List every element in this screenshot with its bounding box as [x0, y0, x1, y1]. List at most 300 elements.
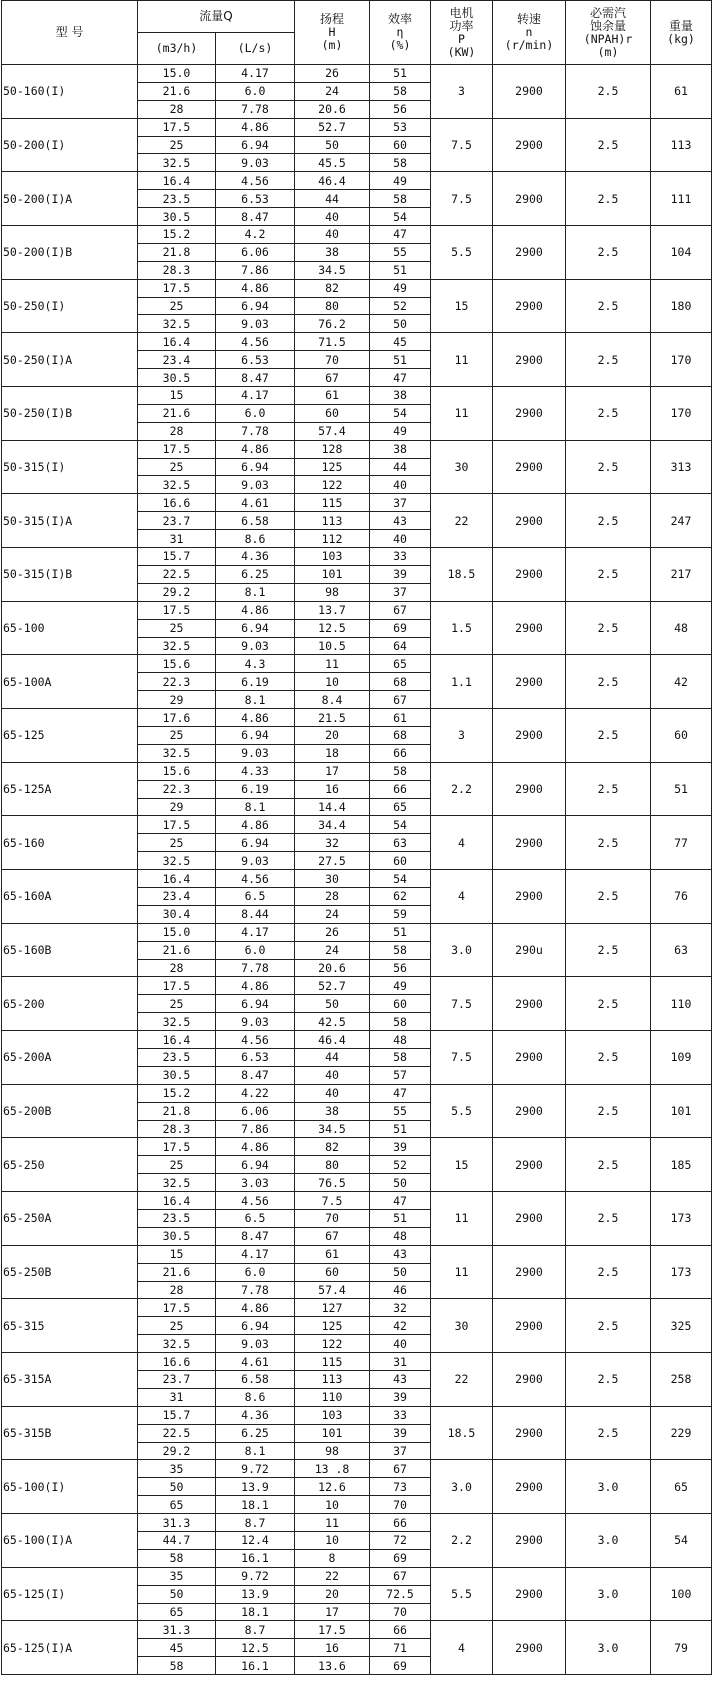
efficiency-cell: 48	[370, 1031, 431, 1049]
table-row	[2, 1245, 712, 1263]
head-cell: 60	[295, 1263, 370, 1281]
head-cell: 26	[295, 65, 370, 83]
flow-ls-cell: 6.94	[216, 619, 295, 637]
flow-ls-cell: 6.25	[216, 565, 295, 583]
flow-m3h-cell: 23.7	[138, 512, 216, 530]
efficiency-cell: 39	[370, 1138, 431, 1156]
weight-cell: 185	[651, 1138, 712, 1192]
head-cell: 60	[295, 404, 370, 422]
model-cell: 50-160(I)	[2, 65, 138, 119]
head-cell: 40	[295, 1066, 370, 1084]
weight-cell: 61	[651, 65, 712, 119]
head-cell: 82	[295, 1138, 370, 1156]
efficiency-cell: 58	[370, 190, 431, 208]
efficiency-cell: 53	[370, 118, 431, 136]
flow-ls-cell: 7.78	[216, 100, 295, 118]
flow-ls-cell: 4.3	[216, 655, 295, 673]
flow-m3h-cell: 15	[138, 387, 216, 405]
flow-ls-cell: 6.19	[216, 673, 295, 691]
weight-cell: 65	[651, 1460, 712, 1514]
efficiency-cell: 47	[370, 1192, 431, 1210]
power-cell: 5.5	[431, 1084, 493, 1138]
efficiency-cell: 69	[370, 1657, 431, 1675]
efficiency-cell: 45	[370, 333, 431, 351]
flow-m3h-cell: 31.3	[138, 1514, 216, 1532]
flow-ls-cell: 8.6	[216, 530, 295, 548]
flow-ls-cell: 13.9	[216, 1478, 295, 1496]
power-cell: 7.5	[431, 977, 493, 1031]
flow-m3h-cell: 17.5	[138, 1138, 216, 1156]
head-cell: 67	[295, 369, 370, 387]
head-cell: 30	[295, 870, 370, 888]
efficiency-header-symbol: η	[396, 25, 404, 39]
table-row	[2, 1567, 712, 1585]
flow-ls-cell: 13.9	[216, 1585, 295, 1603]
weight-cell: 229	[651, 1406, 712, 1460]
head-cell: 40	[295, 226, 370, 244]
weight-cell: 173	[651, 1245, 712, 1299]
flow-ls-cell: 7.86	[216, 261, 295, 279]
flow-ls-cell: 3.03	[216, 1174, 295, 1192]
flow-m3h-cell: 28.3	[138, 1120, 216, 1138]
head-cell: 45.5	[295, 154, 370, 172]
table-row	[2, 494, 712, 512]
speed-header-unit: (r/min)	[504, 38, 554, 52]
efficiency-cell: 31	[370, 1353, 431, 1371]
efficiency-cell: 54	[370, 208, 431, 226]
head-cell: 50	[295, 136, 370, 154]
efficiency-cell: 60	[370, 995, 431, 1013]
flow-ls-cell: 6.94	[216, 1317, 295, 1335]
flow-ls-cell: 8.1	[216, 583, 295, 601]
power-header-label-1: 电机	[449, 5, 474, 20]
model-cell: 65-125(I)A	[2, 1621, 138, 1675]
flow-ls-cell: 12.5	[216, 1639, 295, 1657]
flow-m3h-cell: 29	[138, 691, 216, 709]
head-cell: 125	[295, 1317, 370, 1335]
model-cell: 65-200B	[2, 1084, 138, 1138]
speed-cell: 2900	[493, 1031, 566, 1085]
speed-cell: 2900	[493, 548, 566, 602]
flow-ls-cell: 16.1	[216, 1657, 295, 1675]
head-cell: 16	[295, 1639, 370, 1657]
table-row	[2, 1353, 712, 1371]
head-cell: 13.7	[295, 601, 370, 619]
efficiency-cell: 51	[370, 261, 431, 279]
flow-ls-cell: 4.86	[216, 440, 295, 458]
head-cell: 34.5	[295, 1120, 370, 1138]
efficiency-cell: 55	[370, 243, 431, 261]
npsh-cell: 2.5	[566, 1245, 651, 1299]
speed-cell: 2900	[493, 870, 566, 924]
model-cell: 50-200(I)B	[2, 226, 138, 280]
power-cell: 2.2	[431, 1514, 493, 1568]
speed-cell: 2900	[493, 440, 566, 494]
npsh-cell: 2.5	[566, 1084, 651, 1138]
power-cell: 11	[431, 1192, 493, 1246]
efficiency-cell: 65	[370, 655, 431, 673]
pump-spec-table	[1, 0, 712, 1675]
flow-ls-cell: 18.1	[216, 1603, 295, 1621]
weight-cell: 109	[651, 1031, 712, 1085]
flow-m3h-cell: 32.5	[138, 315, 216, 333]
power-cell: 30	[431, 1299, 493, 1353]
power-cell: 7.5	[431, 1031, 493, 1085]
efficiency-cell: 63	[370, 834, 431, 852]
speed-cell: 2900	[493, 1299, 566, 1353]
power-cell: 30	[431, 440, 493, 494]
table-row	[2, 118, 712, 136]
flow-ls-cell: 6.25	[216, 1424, 295, 1442]
head-cell: 13.6	[295, 1657, 370, 1675]
npsh-cell: 2.5	[566, 1406, 651, 1460]
flow-m3h-cell: 21.6	[138, 1263, 216, 1281]
weight-cell: 247	[651, 494, 712, 548]
flow-ls-cell: 4.17	[216, 1245, 295, 1263]
efficiency-cell: 49	[370, 279, 431, 297]
head-cell: 57.4	[295, 422, 370, 440]
efficiency-header-unit: (%)	[389, 38, 411, 52]
flow-m3h-cell: 17.5	[138, 1299, 216, 1317]
flow-m3h-cell: 25	[138, 458, 216, 476]
flow-ls-cell: 7.78	[216, 959, 295, 977]
flow-ls-cell: 9.03	[216, 852, 295, 870]
table-row	[2, 172, 712, 190]
weight-cell: 51	[651, 762, 712, 816]
weight-header-label: 重量	[669, 18, 694, 33]
flow-ls-cell: 4.56	[216, 333, 295, 351]
power-cell: 5.5	[431, 1567, 493, 1621]
head-cell: 46.4	[295, 1031, 370, 1049]
flow-ls-cell: 4.56	[216, 172, 295, 190]
speed-cell: 2900	[493, 1138, 566, 1192]
efficiency-cell: 47	[370, 1084, 431, 1102]
flow-m3h-cell: 21.6	[138, 82, 216, 100]
head-cell: 10	[295, 673, 370, 691]
head-cell: 128	[295, 440, 370, 458]
flow-ls-cell: 6.0	[216, 82, 295, 100]
npsh-cell: 2.5	[566, 601, 651, 655]
table-row	[2, 709, 712, 727]
head-cell: 8.4	[295, 691, 370, 709]
table-header	[2, 1, 712, 65]
efficiency-cell: 66	[370, 780, 431, 798]
flow-m3h-cell: 32.5	[138, 744, 216, 762]
power-cell: 18.5	[431, 1406, 493, 1460]
efficiency-header	[370, 1, 431, 65]
head-cell: 10	[295, 1532, 370, 1550]
flow-ls-cell: 6.0	[216, 941, 295, 959]
npsh-cell: 2.5	[566, 1353, 651, 1407]
model-cell: 65-125A	[2, 762, 138, 816]
flow-m3h-cell: 23.5	[138, 1048, 216, 1066]
efficiency-cell: 51	[370, 1210, 431, 1228]
flow-ls-cell: 6.0	[216, 404, 295, 422]
npsh-cell: 2.5	[566, 709, 651, 763]
head-cell: 113	[295, 1371, 370, 1389]
efficiency-cell: 39	[370, 565, 431, 583]
head-cell: 40	[295, 1084, 370, 1102]
table-row	[2, 548, 712, 566]
flow-ls-cell: 4.17	[216, 387, 295, 405]
npsh-header-label-2: 蚀余量	[590, 18, 627, 33]
table-row	[2, 1138, 712, 1156]
head-cell: 70	[295, 351, 370, 369]
weight-cell: 101	[651, 1084, 712, 1138]
flow-ls-cell: 9.72	[216, 1460, 295, 1478]
model-cell: 65-100(I)A	[2, 1514, 138, 1568]
head-cell: 38	[295, 243, 370, 261]
npsh-cell: 3.0	[566, 1621, 651, 1675]
weight-cell: 325	[651, 1299, 712, 1353]
head-cell: 20.6	[295, 100, 370, 118]
flow-ls-cell: 4.17	[216, 923, 295, 941]
weight-cell: 111	[651, 172, 712, 226]
weight-cell: 77	[651, 816, 712, 870]
weight-cell: 258	[651, 1353, 712, 1407]
efficiency-cell: 60	[370, 136, 431, 154]
npsh-cell: 2.5	[566, 172, 651, 226]
model-cell: 65-315A	[2, 1353, 138, 1407]
efficiency-cell: 73	[370, 1478, 431, 1496]
efficiency-cell: 70	[370, 1603, 431, 1621]
flow-ls-cell: 6.94	[216, 834, 295, 852]
flow-ls-cell: 8.47	[216, 1066, 295, 1084]
efficiency-cell: 48	[370, 1227, 431, 1245]
flow-ls-cell: 4.56	[216, 1192, 295, 1210]
flow-m3h-cell: 58	[138, 1657, 216, 1675]
power-cell: 22	[431, 1353, 493, 1407]
flow-m3h-cell: 25	[138, 995, 216, 1013]
flow-ls-cell: 8.6	[216, 1388, 295, 1406]
power-cell: 22	[431, 494, 493, 548]
flow-ls-cell: 9.03	[216, 154, 295, 172]
flow-m3h-cell: 17.5	[138, 816, 216, 834]
npsh-cell: 2.5	[566, 333, 651, 387]
power-cell: 11	[431, 1245, 493, 1299]
flow-m3h-cell: 32.5	[138, 1174, 216, 1192]
head-cell: 12.5	[295, 619, 370, 637]
table-row	[2, 1084, 712, 1102]
weight-cell: 54	[651, 1514, 712, 1568]
flow-m3h-cell: 29.2	[138, 583, 216, 601]
power-cell: 7.5	[431, 172, 493, 226]
speed-cell: 2900	[493, 279, 566, 333]
head-cell: 26	[295, 923, 370, 941]
efficiency-cell: 59	[370, 905, 431, 923]
efficiency-cell: 67	[370, 601, 431, 619]
power-cell: 15	[431, 279, 493, 333]
efficiency-cell: 69	[370, 619, 431, 637]
flow-m3h-cell: 32.5	[138, 476, 216, 494]
npsh-cell: 2.5	[566, 870, 651, 924]
speed-header	[493, 1, 566, 65]
flow-m3h-cell: 25	[138, 136, 216, 154]
weight-cell: 60	[651, 709, 712, 763]
npsh-cell: 2.5	[566, 440, 651, 494]
head-cell: 24	[295, 905, 370, 923]
speed-cell: 2900	[493, 226, 566, 280]
head-cell: 101	[295, 1424, 370, 1442]
npsh-cell: 2.5	[566, 1138, 651, 1192]
flow-ls-cell: 4.17	[216, 65, 295, 83]
efficiency-cell: 51	[370, 923, 431, 941]
table-row	[2, 1406, 712, 1424]
weight-cell: 79	[651, 1621, 712, 1675]
flow-m3h-cell: 30.5	[138, 1227, 216, 1245]
efficiency-cell: 58	[370, 762, 431, 780]
table-row	[2, 65, 712, 83]
flow-m3h-cell: 16.4	[138, 870, 216, 888]
head-cell: 32	[295, 834, 370, 852]
npsh-cell: 2.5	[566, 1192, 651, 1246]
head-cell: 7.5	[295, 1192, 370, 1210]
flow-ls-cell: 4.86	[216, 601, 295, 619]
weight-cell: 100	[651, 1567, 712, 1621]
head-cell: 61	[295, 387, 370, 405]
flow-ls-cell: 6.94	[216, 726, 295, 744]
power-cell: 3.0	[431, 923, 493, 977]
flow-m3h-cell: 25	[138, 726, 216, 744]
flow-m3h-cell: 17.5	[138, 440, 216, 458]
flow-m3h-cell: 30.5	[138, 1066, 216, 1084]
weight-cell: 110	[651, 977, 712, 1031]
flow-m3h-cell: 17.5	[138, 118, 216, 136]
head-cell: 20	[295, 1585, 370, 1603]
flow-ls-cell: 9.03	[216, 744, 295, 762]
flow-ls-cell: 9.72	[216, 1567, 295, 1585]
speed-cell: 2900	[493, 816, 566, 870]
model-cell: 50-315(I)A	[2, 494, 138, 548]
efficiency-cell: 37	[370, 583, 431, 601]
efficiency-cell: 64	[370, 637, 431, 655]
npsh-cell: 3.0	[566, 1567, 651, 1621]
speed-cell: 2900	[493, 1567, 566, 1621]
flow-ls-cell: 6.06	[216, 1102, 295, 1120]
head-cell: 11	[295, 655, 370, 673]
power-cell: 1.1	[431, 655, 493, 709]
model-cell: 65-100(I)	[2, 1460, 138, 1514]
flow-m3h-cell: 22.5	[138, 565, 216, 583]
flow-m3h-cell: 22.3	[138, 780, 216, 798]
flow-m3h-cell: 22.5	[138, 1424, 216, 1442]
flow-ls-cell: 8.1	[216, 798, 295, 816]
efficiency-cell: 50	[370, 315, 431, 333]
npsh-cell: 2.5	[566, 387, 651, 441]
head-cell: 44	[295, 190, 370, 208]
flow-ls-cell: 8.47	[216, 1227, 295, 1245]
speed-cell: 2900	[493, 1621, 566, 1675]
head-cell: 17	[295, 1603, 370, 1621]
flow-m3h-cell: 23.4	[138, 351, 216, 369]
head-cell: 115	[295, 1353, 370, 1371]
flow-m3h-cell: 16.4	[138, 1031, 216, 1049]
flow-m3h-cell: 25	[138, 1156, 216, 1174]
head-cell: 110	[295, 1388, 370, 1406]
npsh-cell: 2.5	[566, 1031, 651, 1085]
flow-ls-cell: 7.86	[216, 1120, 295, 1138]
speed-cell: 2900	[493, 601, 566, 655]
efficiency-cell: 52	[370, 1156, 431, 1174]
npsh-cell: 2.5	[566, 816, 651, 870]
power-cell: 4	[431, 1621, 493, 1675]
flow-m3h-cell: 28	[138, 959, 216, 977]
model-cell: 65-100A	[2, 655, 138, 709]
efficiency-cell: 54	[370, 816, 431, 834]
efficiency-cell: 38	[370, 440, 431, 458]
head-cell: 46.4	[295, 172, 370, 190]
head-cell: 21.5	[295, 709, 370, 727]
flow-ls-cell: 6.94	[216, 136, 295, 154]
flow-ls-cell: 18.1	[216, 1496, 295, 1514]
flow-ls-cell: 4.22	[216, 1084, 295, 1102]
efficiency-cell: 58	[370, 82, 431, 100]
flow-ls-cell: 6.58	[216, 512, 295, 530]
efficiency-cell: 47	[370, 369, 431, 387]
table-row	[2, 1299, 712, 1317]
flow-ls-cell: 4.56	[216, 870, 295, 888]
weight-cell: 42	[651, 655, 712, 709]
weight-cell: 173	[651, 1192, 712, 1246]
table-row	[2, 870, 712, 888]
flow-m3h-cell: 23.5	[138, 1210, 216, 1228]
model-cell: 50-315(I)	[2, 440, 138, 494]
flow-m3h-cell: 29.2	[138, 1442, 216, 1460]
model-cell: 65-160	[2, 816, 138, 870]
flow-m3h-cell: 28.3	[138, 261, 216, 279]
weight-cell: 113	[651, 118, 712, 172]
npsh-cell: 2.5	[566, 118, 651, 172]
power-header-unit: (KW)	[447, 44, 476, 59]
efficiency-cell: 33	[370, 548, 431, 566]
flow-m3h-header: (m3/h)	[138, 33, 216, 65]
flow-m3h-cell: 16.6	[138, 494, 216, 512]
flow-m3h-cell: 15	[138, 1245, 216, 1263]
flow-m3h-cell: 17.5	[138, 601, 216, 619]
efficiency-cell: 37	[370, 1442, 431, 1460]
head-cell: 98	[295, 1442, 370, 1460]
head-cell: 57.4	[295, 1281, 370, 1299]
power-cell: 2.2	[431, 762, 493, 816]
flow-ls-cell: 4.86	[216, 279, 295, 297]
head-header-symbol: H	[328, 25, 336, 39]
efficiency-cell: 54	[370, 870, 431, 888]
efficiency-cell: 49	[370, 172, 431, 190]
efficiency-cell: 33	[370, 1406, 431, 1424]
head-cell: 38	[295, 1102, 370, 1120]
npsh-header-symbol: (NPAH)r	[583, 31, 633, 46]
weight-cell: 180	[651, 279, 712, 333]
flow-m3h-cell: 32.5	[138, 1335, 216, 1353]
flow-m3h-cell: 28	[138, 422, 216, 440]
head-cell: 127	[295, 1299, 370, 1317]
weight-cell: 170	[651, 387, 712, 441]
efficiency-cell: 39	[370, 1424, 431, 1442]
flow-ls-cell: 4.61	[216, 494, 295, 512]
table-row	[2, 762, 712, 780]
flow-m3h-cell: 65	[138, 1603, 216, 1621]
speed-cell: 2900	[493, 709, 566, 763]
table-row	[2, 1192, 712, 1210]
flow-ls-cell: 4.86	[216, 709, 295, 727]
efficiency-cell: 42	[370, 1317, 431, 1335]
efficiency-cell: 51	[370, 351, 431, 369]
flow-ls-header: (L/s)	[216, 33, 295, 65]
power-cell: 11	[431, 333, 493, 387]
efficiency-cell: 68	[370, 726, 431, 744]
flow-ls-cell: 4.86	[216, 1299, 295, 1317]
flow-ls-cell: 6.94	[216, 297, 295, 315]
